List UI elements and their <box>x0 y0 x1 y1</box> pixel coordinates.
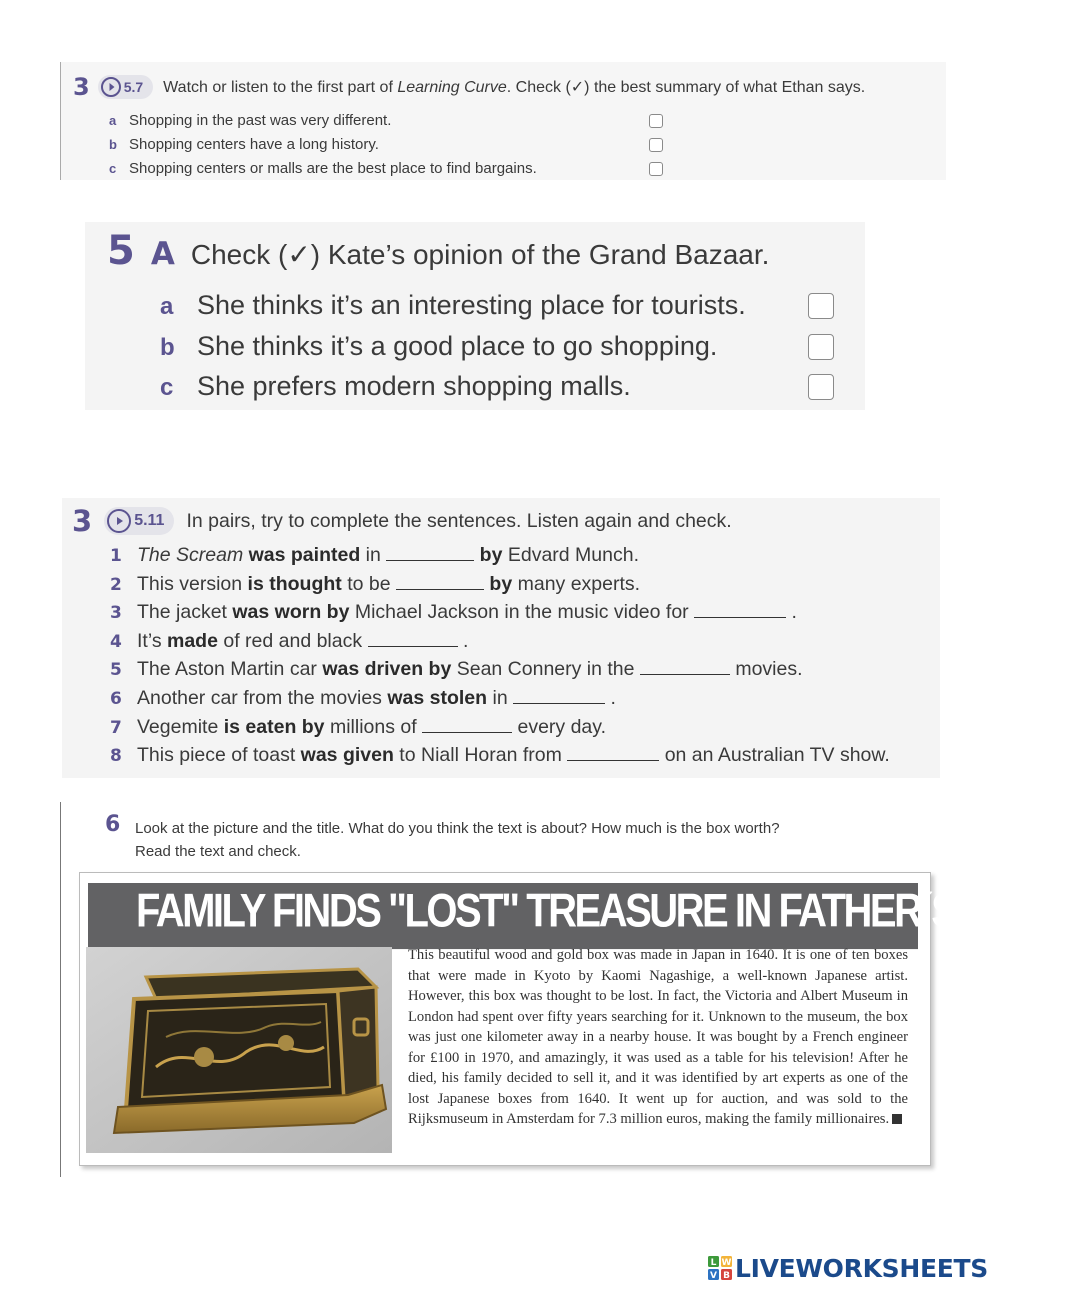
answer-blank[interactable] <box>396 589 484 590</box>
audio-track-button[interactable] <box>104 507 174 535</box>
option-row-a: a She thinks it’s an interesting place for tourists. <box>160 290 746 320</box>
sentence-8 <box>110 744 890 767</box>
audio-track-number: 5.11 <box>134 512 165 529</box>
sentence-text: millions of <box>324 715 423 738</box>
answer-blank[interactable] <box>422 732 512 733</box>
sentence-text: This piece of toast <box>137 744 301 767</box>
liveworksheets-logo <box>707 1253 988 1283</box>
liveworksheets-logo-icon <box>707 1255 733 1281</box>
option-row-a: a Shopping in the past was very different. <box>109 112 391 129</box>
sentence-number: 8 <box>110 746 122 767</box>
answer-blank[interactable] <box>513 703 605 704</box>
logo-icon-letter: W <box>721 1258 732 1268</box>
passive-verb-phrase: was stolen <box>387 687 488 709</box>
option-text: She thinks it’s a good place to go shopping. <box>197 331 718 361</box>
sentence-text: The Aston Martin car <box>137 658 323 681</box>
sentence-text: . <box>786 601 797 624</box>
play-icon <box>107 509 131 533</box>
exercise-instruction: Check (✓) Kate’s opinion of the Grand Bazaar. <box>190 239 770 270</box>
sentence-text: The jacket <box>137 601 233 624</box>
exercise-number: 5 <box>107 228 135 274</box>
sentence-text: every day. <box>512 715 606 738</box>
sentence-text: movies. <box>729 658 803 681</box>
sentence-number: 2 <box>110 574 122 595</box>
exercise-number: 6 <box>105 812 121 837</box>
answer-blank[interactable] <box>694 617 786 618</box>
passive-verb-phrase: is thought <box>247 572 342 595</box>
passive-verb-phrase: was painted <box>243 544 361 566</box>
lacquer-chest-image <box>86 947 392 1153</box>
passive-verb-phrase: was given <box>300 744 394 767</box>
sentence-text: to be <box>341 572 396 595</box>
sentence-5 <box>110 658 803 681</box>
passive-verb-phrase: was driven by <box>322 658 452 681</box>
sentence-text: The Scream <box>137 544 244 566</box>
article-headline: FAMILY FINDS "LOST" TREASURE IN FATHER´S HOME <box>88 883 918 949</box>
answer-blank[interactable] <box>567 760 659 761</box>
audio-track-number: 5.7 <box>123 79 144 95</box>
option-text: Shopping in the past was very different. <box>129 112 392 129</box>
sentence-2 <box>110 573 640 596</box>
answer-blank[interactable] <box>386 560 474 561</box>
sentence-text: Michael Jackson in the music video for <box>349 601 695 624</box>
logo-icon-letter: B <box>723 1271 730 1281</box>
news-article <box>79 872 1074 1166</box>
sentence-3 <box>110 601 797 624</box>
sentence-7 <box>110 716 606 739</box>
treasure-box-photo <box>86 947 392 1153</box>
exercise-6-reading <box>60 802 1074 1177</box>
sentence-text: Sean Connery in the <box>451 658 640 681</box>
sentence-text: in <box>360 544 387 566</box>
option-text: Shopping centers or malls are the best place to find bargains. <box>129 160 537 177</box>
sentence-text: on an Australian TV show. <box>659 744 890 767</box>
sentence-text: It’s <box>137 629 167 652</box>
sentence-text: many experts. <box>512 572 641 595</box>
play-icon <box>101 77 121 97</box>
passive-verb-phrase: is eaten by <box>223 715 325 738</box>
end-mark-icon <box>892 1114 902 1124</box>
option-row-c: c She prefers modern shopping malls. <box>160 371 631 401</box>
sentence-text: . <box>605 687 616 709</box>
sentence-6 <box>110 687 616 710</box>
exercise-instruction: Look at the picture and the title. What do you think the text is about? How much is the box worth? Read the text and check. <box>135 820 780 860</box>
sentence-text: to Niall Horan from <box>393 744 568 767</box>
exercise-instruction: In pairs, try to complete the sentences. Listen again and check. <box>186 509 732 532</box>
answer-blank[interactable] <box>640 674 730 675</box>
option-text: She thinks it’s an interesting place for tourists. <box>197 290 746 320</box>
sentence-number: 4 <box>110 631 122 652</box>
passive-verb-phrase: by <box>484 572 513 595</box>
passive-verb-phrase: made <box>166 629 218 652</box>
audio-track-button[interactable] <box>98 75 153 99</box>
passive-verb-phrase: by <box>474 544 503 566</box>
sentence-4 <box>110 630 468 653</box>
option-checkbox-a[interactable] <box>808 293 834 319</box>
passive-verb-phrase: was worn by <box>232 601 350 624</box>
sentence-number: 6 <box>110 689 122 709</box>
sentence-number: 7 <box>110 717 122 738</box>
sentence-text: . <box>457 629 469 652</box>
option-row-c: c Shopping centers or malls are the best place to find bargains. <box>109 160 537 177</box>
exercise-3-complete-sentences <box>62 498 940 778</box>
article-body: This beautiful wood and gold box was made in Japan in 1640. It is one of ten boxes that were made in Kyoto by Kaomi Nagashige, a well-known Japanese artist. However, this box was thought to be lost. In fact, the Victoria and Albert Museum in London had spent over fifty years searching for it. Unknown to the museum, the box was just one kilometer away in a nearby house. It was bought by a French engineer for £100 in 1970, and amazingly, it was used as a table for his television! After he died, his family decided to sell it, and it was identified by art experts as one of the lost Japanese boxes from 1640. It went up for auction, and was sold to the Rijksmuseum in Amsterdam for 7.3 million euros, making the family millionaires. <box>408 947 908 1127</box>
logo-icon-letter: L <box>710 1258 717 1268</box>
option-row-b: b Shopping centers have a long history. <box>109 136 379 153</box>
sentence-text: in <box>487 687 514 709</box>
sentence-text: Another car from the movies <box>137 687 388 709</box>
sentence-text: Vegemite <box>137 715 224 738</box>
option-checkbox-a[interactable] <box>649 114 663 128</box>
exercise-5a-opinion <box>85 222 865 410</box>
sentence-1 <box>110 544 639 567</box>
sentence-number: 5 <box>110 660 122 681</box>
exercise-number: 3 <box>73 73 90 101</box>
exercise-instruction: Watch or listen to the first part of Learning Curve. Check (✓) the best summary of what Ethan says. <box>163 79 866 96</box>
sentence-number: 1 <box>110 546 122 566</box>
liveworksheets-wordmark: LIVEWORKSHEETS <box>734 1253 988 1283</box>
option-row-b: b She thinks it’s a good place to go shopping. <box>160 331 718 361</box>
exercise-part: A <box>150 236 175 272</box>
option-checkbox-b[interactable] <box>649 138 663 152</box>
option-text: She prefers modern shopping malls. <box>197 371 631 401</box>
sentence-text: of red and black <box>217 629 368 652</box>
option-checkbox-c[interactable] <box>649 162 663 176</box>
logo-icon-letter: V <box>709 1271 717 1281</box>
sentence-text: This version <box>137 572 248 595</box>
exercise-number: 3 <box>72 504 93 538</box>
sentence-number: 3 <box>110 603 122 624</box>
exercise-3-listening-summary <box>60 62 946 180</box>
sentence-text: Edvard Munch. <box>502 544 640 566</box>
answer-blank[interactable] <box>368 646 458 647</box>
option-text: Shopping centers have a long history. <box>129 136 379 153</box>
option-checkbox-b[interactable] <box>808 334 834 360</box>
option-checkbox-c[interactable] <box>808 374 834 400</box>
